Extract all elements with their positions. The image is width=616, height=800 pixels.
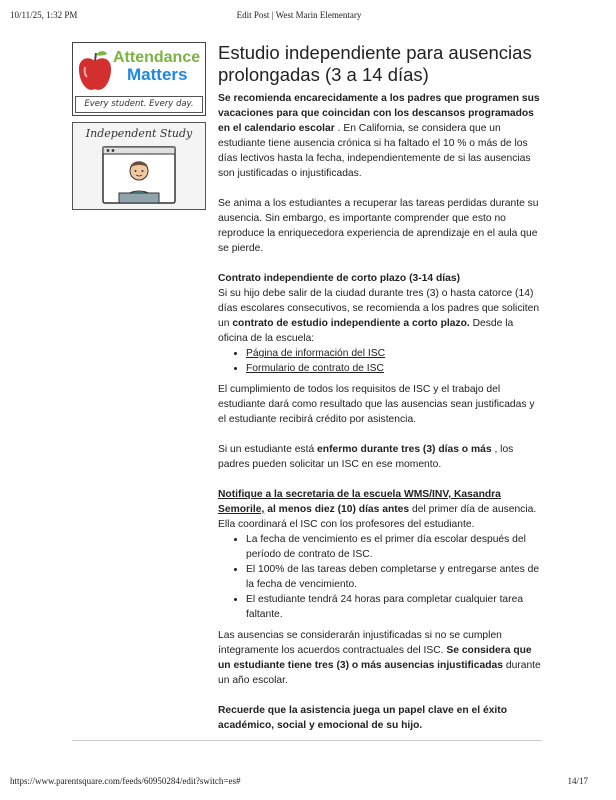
- paragraph-short-term-contract: Si su hijo debe salir de la ciudad durante tres (3) o hasta catorce (14) días escolares consecutivos, se recomienda a los padres que soliciten un contrato de estudio independiente a corto plazo. Desde la oficina de la escuela:: [218, 288, 540, 344]
- post-content: [218, 42, 543, 733]
- isc-info-page-link[interactable]: Página de información del ISC: [246, 348, 386, 359]
- list-item: • La fecha de vencimiento es el primer día escolar después del período de contrato de ISC.: [246, 532, 543, 562]
- list-item: • El 100% de las tareas deben completarse y entregarse antes de la fecha de vencimiento.: [246, 562, 543, 592]
- unexcused-emphasis: Se considera que un estudiante tiene tres (3) o más ausencias injustificadas: [218, 645, 532, 671]
- paragraph-unexcused: Las ausencias se considerarán injustificadas si no se cumplen íntegramente los acuerdos contractuales del ISC. Se considera que un estudiante tiene tres (3) o más ausencias injustificadas durante un año escolar.: [218, 630, 541, 686]
- attendance-matters-logo: [72, 42, 206, 116]
- independent-study-caption: Independent Study: [85, 127, 193, 140]
- content-divider: [72, 740, 542, 741]
- sidebar-images: [72, 42, 204, 210]
- print-url: https://www.parentsquare.com/feeds/60950284/edit?switch=es#: [10, 776, 241, 786]
- student-at-laptop-illustration: [73, 123, 205, 209]
- contract-emphasis: contrato de estudio independiente a corto plazo.: [232, 318, 470, 329]
- paragraph-makeup-work: Se anima a los estudiantes a recuperar las tareas perdidas durante su ausencia. Sin embargo, es importante comprender que esto no reproduce la enriquecedora experiencia de aprendizaje en el aula que se pierde.: [218, 198, 539, 254]
- paragraph-vacation: [218, 91, 543, 181]
- attendance-wordmark: [113, 49, 200, 83]
- paragraph-notify-secretary: Notifique a la secretaria de la escuela WMS/INV, Kasandra Semorile, al menos diez (10) días antes del primer día de ausencia. Ella coordinará el ISC con los profesores del estudiante.: [218, 489, 537, 530]
- vacation-emphasis: Se recomienda encarecidamente a los padres que programen sus vacaciones para que coincidan con los descansos programados en el calendario escolar: [218, 93, 540, 134]
- contract-heading: Contrato independiente de corto plazo (3-14 días): [218, 273, 461, 284]
- independent-study-image: [72, 122, 206, 210]
- print-footer: [10, 776, 588, 786]
- list-item: • El estudiante tendrá 24 horas para completar cualquier tarea faltante.: [246, 592, 543, 622]
- isc-contract-form-link[interactable]: Formulario de contrato de ISC: [246, 363, 384, 374]
- matters-word: Matters: [127, 65, 188, 84]
- attendance-word: Attendance: [113, 49, 201, 66]
- isc-requirements-list: [218, 532, 543, 622]
- isc-links-list: [218, 346, 543, 376]
- chronic-absence-text: . En California, se considera que un estudiante tiene ausencia crónica si ha faltado el 10 % o más de los días lectivos hasta la fecha, independientemente de si las ausencias son justificadas o injustificadas.: [218, 123, 531, 179]
- list-item: [246, 361, 543, 376]
- paragraph-isc-compliance: El cumplimiento de todos los requisitos de ISC y el trabajo del estudiante dará como resultado que las ausencias sean justificadas y el estudiante recibirá crédito por asistencia.: [218, 384, 535, 425]
- attendance-tagline: Every student. Every day.: [75, 96, 203, 113]
- print-timestamp: 10/11/25, 1:32 PM: [10, 10, 78, 20]
- print-page-title: Edit Post | West Marin Elementary: [236, 10, 362, 20]
- closing-statement: Recuerde que la asistencia juega un papel clave en el éxito académico, social y emocional de su hijo.: [218, 705, 508, 731]
- print-page-number: 14/17: [567, 776, 588, 786]
- notify-secretary-link[interactable]: Notifique a la secretaria de la escuela WMS/INV, Kasandra Semorile,: [218, 489, 501, 515]
- list-item: [246, 346, 543, 361]
- illness-emphasis: enfermo durante tres (3) días o más: [317, 444, 492, 455]
- paragraph-illness: Si un estudiante está enfermo durante tres (3) días o más , los padres pueden solicitar un ISC en ese momento.: [218, 444, 514, 470]
- post-title: Estudio independiente para ausencias prolongadas (3 a 14 días): [218, 42, 532, 85]
- ten-days-emphasis: al menos diez (10) días antes: [264, 504, 410, 515]
- apple-icon: [77, 49, 113, 95]
